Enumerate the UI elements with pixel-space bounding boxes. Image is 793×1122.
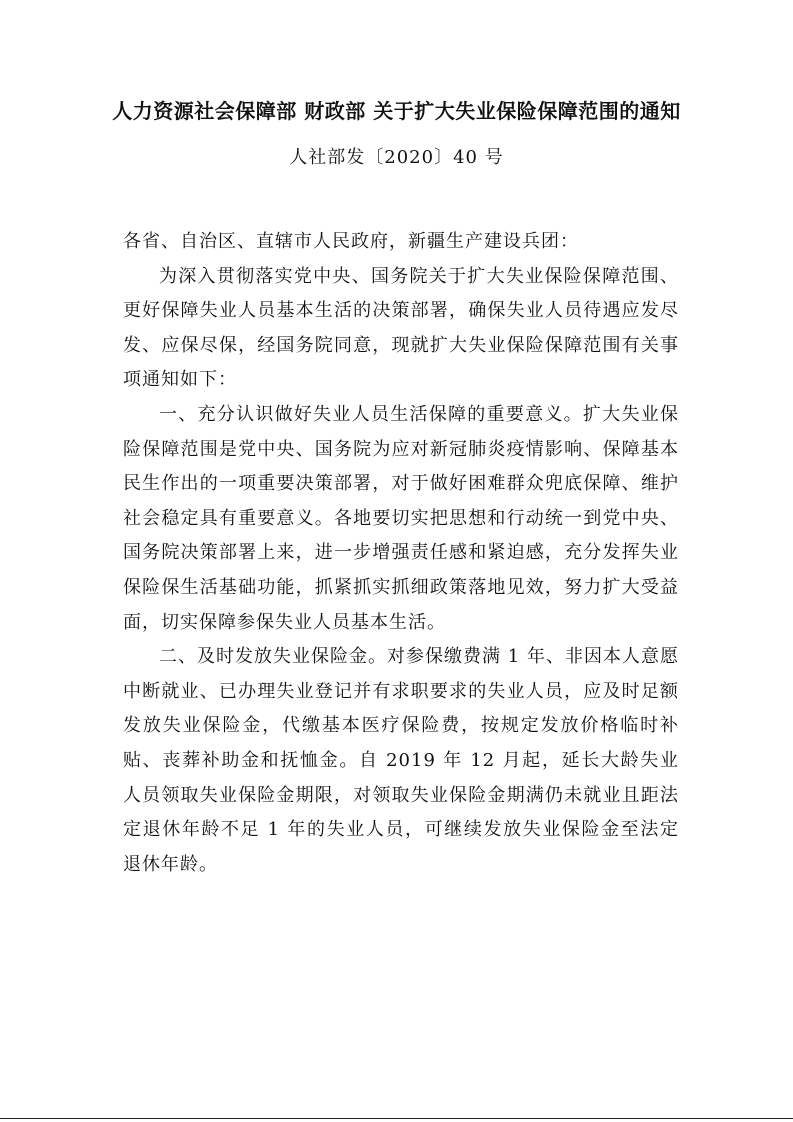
paragraph-intro: 为深入贯彻落实党中央、国务院关于扩大失业保险保障范围、更好保障失业人员基本生活的决策部署，确保失业人员待遇应发尽发、应保尽保，经国务院同意，现就扩大失业保险保障范围有关事项通知如下： — [123, 265, 679, 391]
document-title: 人力资源社会保障部 财政部 关于扩大失业保险保障范围的通知 — [112, 99, 681, 123]
document-body — [123, 225, 679, 882]
document-number: 人社部发〔2020〕40 号 — [289, 147, 504, 168]
paragraph-section-1: 一、充分认识做好失业人员生活保障的重要意义。扩大失业保险保障范围是党中央、国务院为应对新冠肺炎疫情影响、保障基本民生作出的一项重要决策部署，对于做好困难群众兜底保障、维护社会稳定具有重要意义。各地要切实把思想和行动统一到党中央、国务院决策部署上来，进一步增强责任感和紧迫感，充分发挥失业保险保生活基础功能，抓紧抓实抓细政策落地见效，努力扩大受益面，切实保障参保失业人员基本生活。 — [123, 403, 679, 633]
page-bottom-rule — [0, 1118, 793, 1119]
paragraph-section-2: 二、及时发放失业保险金。对参保缴费满 1 年、非因本人意愿中断就业、已办理失业登记并有求职要求的失业人员，应及时足额发放失业保险金，代缴基本医疗保险费，按规定发放价格临时补贴、丧葬补助金和抚恤金。自 2019 年 12 月起，延长大龄失业人员领取失业保险金期限，对领取失业保险金期满仍未就业且距法定退休年龄不足 1 年的失业人员，可继续发放失业保险金至法定退休年龄。 — [123, 646, 679, 875]
salutation: 各省、自治区、直辖市人民政府，新疆生产建设兵团： — [123, 231, 579, 252]
